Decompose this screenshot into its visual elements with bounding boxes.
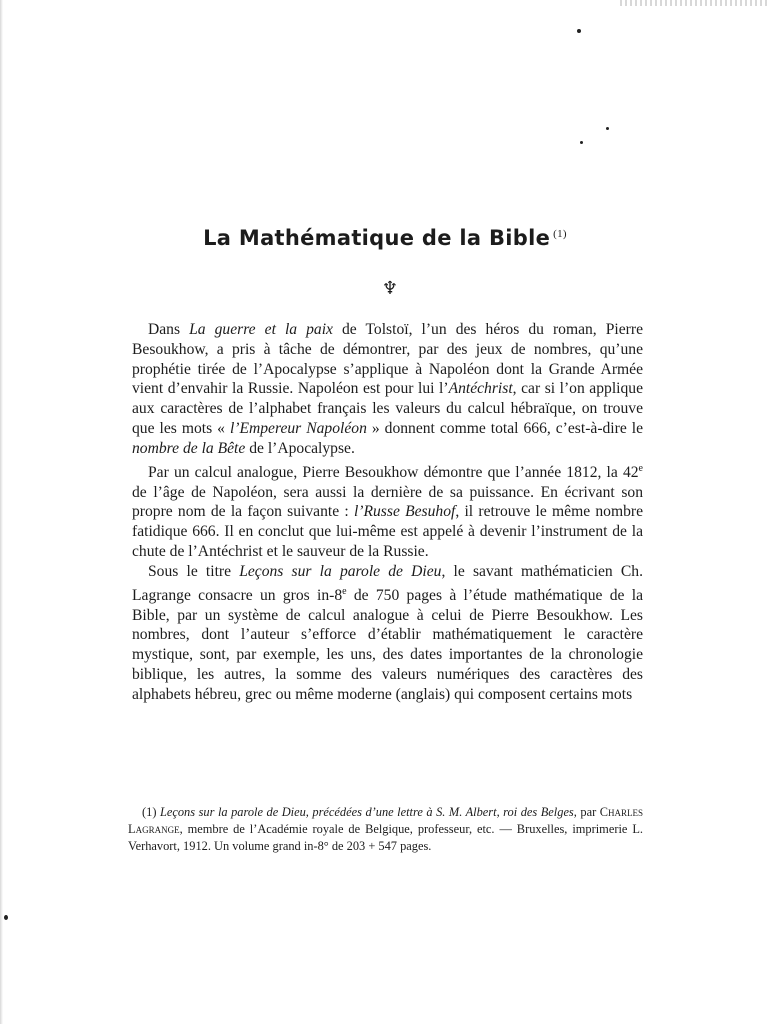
paragraph — [132, 459, 643, 562]
ornament-icon: ♆ — [381, 278, 399, 298]
italic-text: Leçons sur la parole de Dieu, précédées d’une lettre à S. M. Albert, roi des Belges — [159, 805, 574, 819]
italic-text: Antéchrist — [448, 380, 513, 398]
text-run: , car si l’on applique aux caractères de l’alphabet français les valeurs du calcul hébraïque, on trouve que les mots « — [132, 380, 644, 437]
superscript: e — [638, 462, 643, 474]
page-edge-shadow — [0, 0, 3, 1024]
text-run: de l’Apocalypse. — [245, 439, 355, 457]
text-run: » donnent comme total 666, c’est-à-dire le — [366, 419, 643, 437]
text-run: de l’âge de Napoléon, sera aussi la dernière de sa puissance. En écrivant son propre nom de la façon suivante : — [132, 483, 643, 521]
chapter-title-text: La Mathématique de la Bible — [203, 226, 551, 250]
paragraph — [132, 320, 643, 459]
footnote-text — [128, 804, 643, 855]
text-run: (1) — [142, 805, 160, 819]
text-run: , par — [573, 805, 600, 819]
text-run: Sous le titre — [148, 562, 240, 580]
body-text — [132, 320, 643, 705]
text-run: , le savant mathématicien Ch. Lagrange consacre un gros in-8 — [132, 562, 643, 604]
text-run: , membre de l’Académie royale de Belgique, professeur, etc. — Bruxelles, imprimerie L. Verhavort, 1912. Un volume grand in-8° de 203 + 547 pages. — [128, 822, 643, 853]
page-edge-texture — [620, 0, 768, 6]
footnote — [128, 804, 643, 855]
footnote-reference: (1) — [553, 228, 567, 240]
text-run: Par un calcul analogue, Pierre Besoukhow démontre que l’année 1812, la 42 — [148, 463, 639, 481]
ink-speck — [4, 915, 8, 920]
italic-text: nombre de la Bête — [132, 439, 246, 457]
italic-text: l’Empereur Napoléon — [229, 419, 367, 437]
text-run: de Tolstoï, l’un des héros du roman, Pierre Besoukhow, a pris à tâche de démontrer, par des jeux de nombres, qu’une prophétie tirée de l’Apocalypse s’applique à Napoléon dont la Grande Armée vient d’envahir la Russie. Napoléon est pour lui l’ — [132, 321, 643, 398]
chapter-title — [120, 226, 650, 250]
paragraph — [132, 562, 643, 705]
superscript: e — [342, 585, 347, 597]
text-run: , il retrouve le même nombre fatidique 666. Il en conclut que lui-même est appelé à devenir l’instrument de la chute de l’Antéchrist et le sauveur de la Russie. — [132, 503, 644, 560]
text-run: Dans — [148, 321, 190, 338]
ink-speck — [577, 29, 581, 33]
italic-text: l’Russe Besuhof — [353, 503, 456, 521]
italic-text: La guerre et la paix — [189, 321, 333, 338]
ink-speck — [606, 127, 609, 130]
ink-speck — [580, 141, 583, 144]
text-run: de 750 pages à l’étude mathématique de la Bible, par un système de calcul analogue à celui de Pierre Besoukhow. Les nombres, dont l’auteur s’efforce d’établir mathématiquement le caractère mystique, sont, par exemple, les uns, des dates importantes de la chronologie biblique, les autres, la somme des valeurs numériques des caractères des alphabets hébreu, grec ou même moderne (anglais) qui composent certains mots — [132, 586, 643, 703]
italic-text: Leçons sur la parole de Dieu — [239, 562, 442, 580]
text-run: Charles Lagrange — [128, 805, 643, 836]
